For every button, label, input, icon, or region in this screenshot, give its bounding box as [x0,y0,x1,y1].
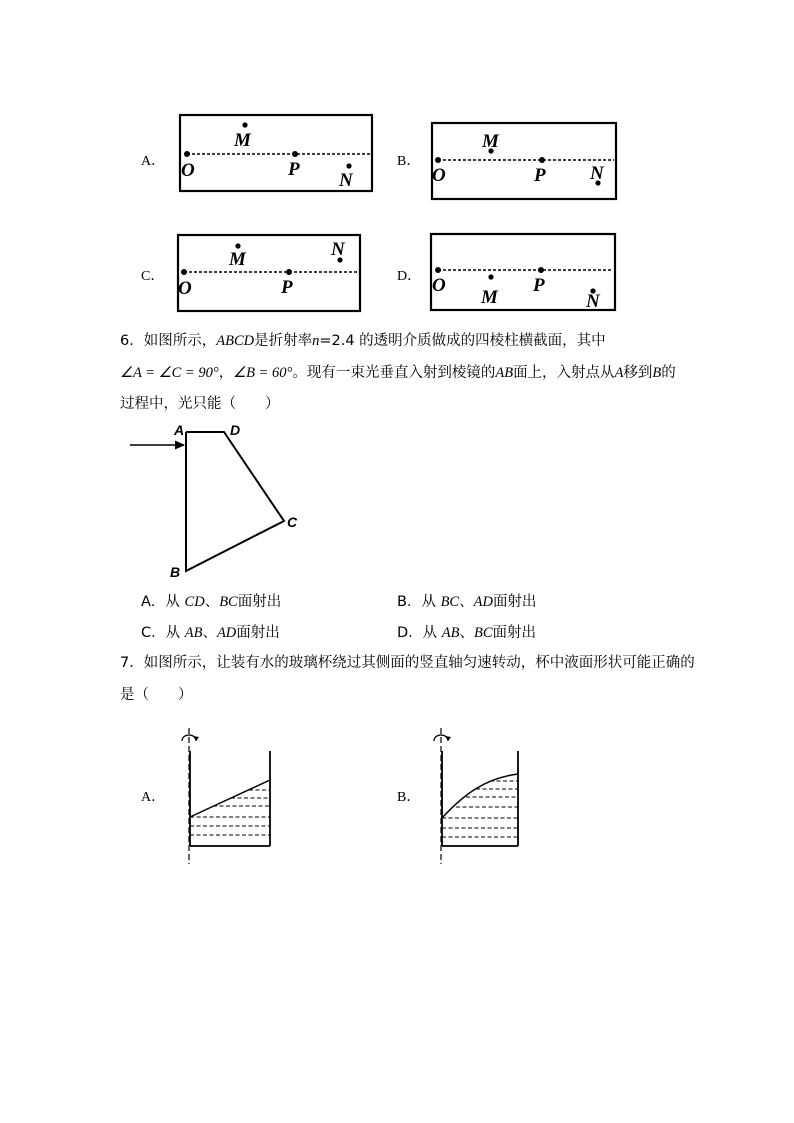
point-p-label: P [534,165,546,186]
point-m-label: M [229,249,246,270]
option-letter: B． [397,594,422,610]
text: 、 [202,625,217,641]
option-letter: A． [141,594,166,610]
q5-figure-b [430,121,618,201]
variable-n: n [312,333,320,349]
q6-line-1 [120,331,606,351]
q6-line-2 [120,363,676,383]
text: 的 [661,365,676,381]
face-name: AB [441,625,460,641]
vertex-c-label: C [287,514,298,530]
face-name: BC [219,594,238,610]
option-letter: B． [397,790,421,805]
option-letter: A． [141,790,166,805]
text: ， [218,365,234,381]
point-o-label: O [178,278,192,299]
text: 如图所示， [143,333,217,349]
point-p-label: P [281,277,293,298]
point-m-label: M [234,130,251,151]
prism-cross-section-figure [126,418,306,583]
option-letter: C． [141,625,166,641]
question-number: 6． [120,333,144,349]
option-letter: D． [397,269,422,284]
q5-figure-c [176,233,362,313]
text: 、 [204,594,220,610]
angle-condition: ∠A = ∠C = 90° [120,365,219,381]
text: 是折射率 [254,333,313,349]
shape-name: ABCD [216,333,255,349]
q5-figure-a [178,113,374,193]
vertex-d-label: D [230,422,241,438]
rotating-cup-figure-b [428,728,528,866]
point-m-label: M [481,287,498,308]
text: 、 [459,625,474,641]
q6-line-3: 过程中，光只能（ ） [120,396,280,412]
question-number: 7． [120,655,144,671]
face-name: AD [216,625,237,641]
point-o-label: O [181,160,195,181]
point-n-label: N [586,291,600,312]
point-p-label: P [533,275,545,296]
angle-condition: ∠B = 60° [233,365,293,381]
q7-line-2: 是（ ） [120,687,193,703]
text: 面上，入射点从 [513,365,615,381]
face-name: BC [474,625,493,641]
face-name: AD [473,594,493,610]
q6-option-b [397,592,536,612]
point-p-label: P [288,159,300,180]
option-letter: A． [141,154,166,169]
point-name: B [652,365,662,381]
text: 从 [422,625,442,641]
text: 面射出 [492,594,537,610]
text: 、 [459,594,474,610]
text: 面射出 [236,625,280,641]
text: 如图所示，让装有水的玻璃杯绕过其侧面的竖直轴匀速转动，杯中液面形状可能正确的 [143,655,695,671]
q6-option-d [397,623,536,643]
q5-figure-d [429,232,617,312]
point-n-label: N [590,163,604,184]
face-name: BC [440,594,460,610]
option-letter: C． [141,269,165,284]
option-letter: B． [397,154,421,169]
point-o-label: O [432,275,446,296]
text: 从 [165,625,185,641]
face-name: AB [495,365,514,381]
text: 。现有一束光垂直入射到棱镜的 [292,365,496,381]
text: 移到 [623,365,653,381]
q7-line-1 [120,653,695,673]
q6-option-c [141,623,280,643]
point-m-label: M [482,131,499,152]
point-o-label: O [432,165,446,186]
text: 面射出 [237,594,282,610]
point-n-label: N [331,239,345,260]
arrow-icon [175,441,185,450]
text: 从 [165,594,185,610]
face-name: AB [184,625,203,641]
face-name: CD [184,594,205,610]
point-n-label: N [339,170,353,191]
text: =2.4 的透明介质做成的四棱柱横截面，其中 [319,333,606,349]
point-name: A [614,365,624,381]
q6-option-a [141,592,281,612]
vertex-a-label: A [174,422,185,438]
vertex-b-label: B [170,564,181,580]
text: 面射出 [492,625,537,641]
option-letter: D． [397,625,423,641]
text: 从 [421,594,441,610]
rotating-cup-figure-a [176,728,276,866]
